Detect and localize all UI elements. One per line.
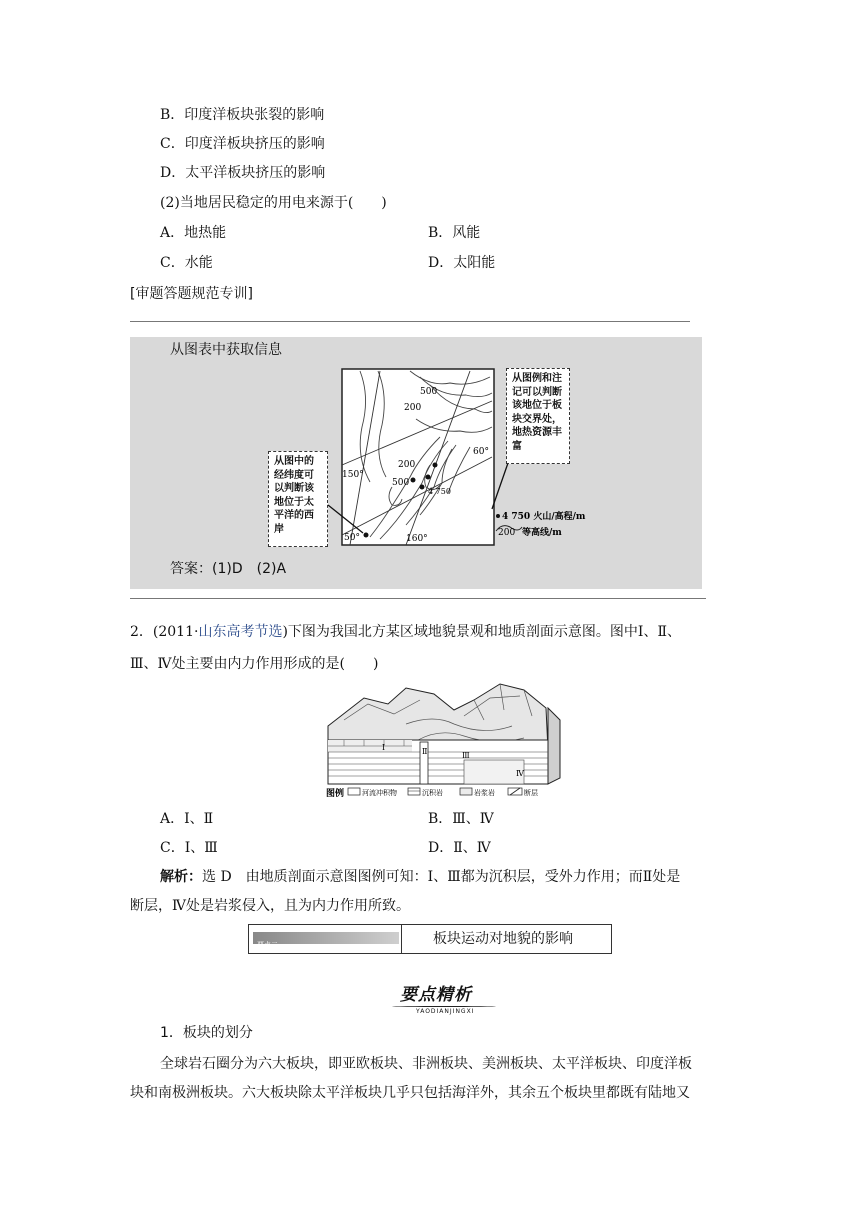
q1-option-b: B．印度洋板块张裂的影响 (160, 107, 325, 123)
label-ii: Ⅱ (422, 747, 428, 756)
legend-sedimentary: 沉积岩 (422, 789, 443, 797)
callout-left: 从图中的经纬度可以判断该地位于太平洋的西岸 (268, 451, 328, 547)
label-iii: Ⅲ (462, 751, 470, 760)
legend-title: 图例 (326, 789, 345, 799)
contour-500-top: 500 (420, 387, 438, 397)
legend-contour-number: 200 (498, 528, 516, 538)
contour-200-top: 200 (404, 403, 422, 413)
analysis-line1 (160, 868, 680, 886)
q1-sub2-option-a: A．地热能 (160, 225, 227, 241)
key-points-pinyin: YAODIANJINGXI (416, 1008, 475, 1015)
geology-block-diagram (324, 680, 564, 802)
map-figure (130, 337, 702, 589)
label-iv: Ⅳ (516, 769, 524, 778)
analysis-label: 解析： (160, 869, 202, 885)
q2-option-c: C．Ⅰ、Ⅲ (160, 840, 218, 856)
legend-igneous: 岩浆岩 (474, 789, 495, 797)
q2-option-b: B．Ⅲ、Ⅳ (428, 811, 494, 827)
q1-option-c: C．印度洋板块挤压的影响 (160, 136, 325, 152)
peak-elevation-label: 4 750 (428, 487, 451, 496)
topic-title: 板块运动对地貌的影响 (433, 931, 573, 947)
topic-tag (253, 932, 399, 949)
q1-option-d: D．太平洋板块挤压的影响 (160, 165, 326, 181)
q1-sub2-option-b: B．风能 (428, 225, 481, 241)
q2-number: 2．(2011· (130, 624, 199, 640)
q2-stem-line1 (130, 623, 681, 641)
legend-volcano: 4 750 火山/高程/m (502, 512, 586, 522)
topic-tag-label: 要点二 (257, 941, 278, 949)
heading-underline (130, 321, 690, 322)
section1-heading: 1．板块的划分 (160, 1025, 253, 1041)
answer-line: 答案：(1)D (2)A (170, 561, 287, 577)
label-i: Ⅰ (382, 743, 386, 752)
q2-stem-line2: Ⅲ、Ⅳ处主要由内力作用形成的是( ) (130, 656, 379, 672)
analysis-line2: 断层，Ⅳ处是岩浆侵入，且为内力作用所致。 (130, 898, 410, 914)
longitude-150: 150° (342, 470, 364, 480)
section-heading: [审题答题规范专训] (130, 286, 253, 302)
key-points-title: 要点精析 (400, 985, 472, 1005)
q2-source: 山东高考节选 (198, 624, 283, 640)
section1-line2: 块和南极洲板块。六大板块除太平洋板块几乎只包括海洋外，其余五个板块里都既有陆地又 (130, 1085, 690, 1101)
info-box (130, 337, 702, 589)
info-box-bottom-rule (130, 598, 706, 599)
latitude-50: 50° (344, 533, 360, 543)
legend-alluvium: 河流冲积物 (362, 789, 397, 797)
q1-sub2-option-d: D．太阳能 (428, 255, 496, 271)
q2-option-d: D．Ⅱ、Ⅳ (428, 840, 491, 856)
legend-contour: 等高线/m (522, 528, 562, 538)
legend-fault: 断层 (524, 789, 538, 797)
callout-right: 从图例和注记可以判断该地位于板块交界处，地热资源丰富 (506, 368, 570, 464)
q1-sub2-stem: (2)当地居民稳定的用电来源于( ) (160, 195, 387, 211)
key-points-heading (392, 986, 502, 1020)
analysis-text1: 选 D 由地质剖面示意图图例可知：Ⅰ、Ⅲ都为沉积层，受外力作用；而Ⅱ处是 (202, 869, 681, 885)
q2-option-a: A．Ⅰ、Ⅱ (160, 811, 214, 827)
info-box-title: 从图表中获取信息 (170, 342, 282, 358)
contour-200-mid: 200 (398, 460, 416, 470)
latitude-60: 60° (473, 447, 489, 457)
contour-500-mid: 500 (392, 478, 410, 488)
q1-sub2-option-c: C．水能 (160, 255, 213, 271)
longitude-160: 160° (406, 534, 428, 544)
section1-line1: 全球岩石圈分为六大板块，即亚欧板块、非洲板块、美洲板块、太平洋板块、印度洋板 (160, 1056, 692, 1072)
q2-stem-rest: )下图为我国北方某区域地貌景观和地质剖面示意图。图中Ⅰ、Ⅱ、 (282, 624, 681, 640)
topic-bar (248, 924, 612, 954)
